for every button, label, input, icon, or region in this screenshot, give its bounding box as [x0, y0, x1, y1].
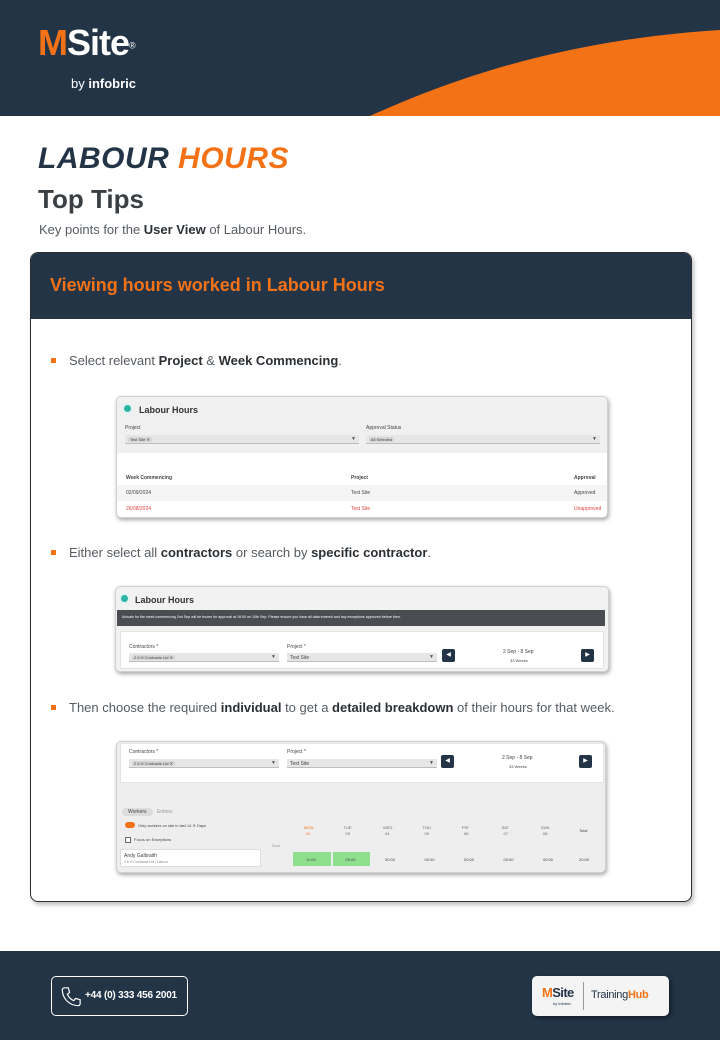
project-label: Project	[125, 425, 141, 431]
chevron-down-icon: ▼	[351, 436, 356, 442]
day-label-wed: WED	[383, 825, 393, 830]
bullet-contractors: Either select all contractors or search by specific contractor.	[69, 545, 432, 560]
tab-workers[interactable]: Workers	[122, 808, 153, 816]
next-week-button[interactable]: ▶	[579, 755, 592, 768]
week-range: 2 Sep - 8 Sep	[503, 649, 534, 655]
prev-week-button[interactable]: ◀	[442, 649, 455, 662]
project-select[interactable]: Test Site ▼	[287, 759, 437, 768]
phone-icon	[60, 986, 82, 1008]
prev-week-button[interactable]: ◀	[441, 755, 454, 768]
col-week: Week Commencing	[126, 475, 173, 481]
day-date-thu: 05	[424, 831, 429, 836]
hours-cell-tue[interactable]: 09:00	[333, 852, 371, 866]
hours-cell-fri[interactable]: 00:00	[464, 857, 475, 862]
workers-toggle[interactable]	[125, 822, 135, 828]
day-label-sat: SAT	[501, 825, 509, 830]
worker-company: 2 6 H Contracts Ltd | Labour	[124, 860, 168, 864]
day-label-sun: SUN	[541, 825, 550, 830]
page-subtitle: Top Tips	[38, 184, 144, 214]
page-title: LABOUR HOURS	[38, 142, 290, 175]
chevron-down-icon: ▼	[271, 654, 276, 660]
screenshot-worker-breakdown	[116, 741, 606, 873]
phone-contact[interactable]: +44 (0) 333 456 2001	[51, 976, 188, 1016]
day-label-fri: FRI	[462, 825, 469, 830]
bullet-individual: Then choose the required individual to get a detailed breakdown of their hours for that week.	[69, 700, 615, 715]
shot-title: Labour Hours	[139, 405, 199, 415]
table-row[interactable]: 02/09/2024 Test Site Approved	[117, 485, 607, 501]
project-label: Project *	[287, 644, 306, 650]
day-date-mon: 02	[306, 831, 311, 836]
col-approval: Approval	[574, 475, 596, 481]
bullet-project-week: Select relevant Project & Week Commencing.	[69, 353, 342, 368]
project-label: Project *	[287, 749, 306, 755]
next-week-button[interactable]: ▶	[581, 649, 594, 662]
approval-label: Approval Status	[366, 425, 402, 431]
project-select[interactable]: Test Site ✕ ▼	[125, 435, 359, 444]
page-header	[0, 0, 720, 116]
contractors-label: Contractors *	[129, 644, 159, 650]
hours-cell-sun[interactable]: 00:00	[543, 857, 554, 862]
approval-select[interactable]: All Selected ▼	[366, 435, 600, 444]
intro-text: Key points for the User View of Labour Hours.	[39, 222, 307, 237]
day-date-wed: 04	[385, 831, 390, 836]
column-side-label: Done	[272, 844, 281, 848]
focus-exceptions-checkbox[interactable]	[125, 837, 131, 843]
day-date-sat: 07	[503, 831, 508, 836]
tips-card	[30, 252, 692, 902]
day-date-fri: 06	[464, 831, 469, 836]
hours-cell-thu[interactable]: 00:00	[424, 857, 435, 862]
contractors-select[interactable]: 2 6 H Contracts Ltd ✕ ▼	[129, 653, 279, 662]
chevron-down-icon: ▼	[429, 760, 434, 766]
chevron-down-icon: ▼	[429, 654, 434, 660]
labour-hours-icon	[119, 593, 130, 604]
msite-logo: MSite® by infobric	[38, 22, 137, 91]
chevron-down-icon: ▼	[271, 760, 276, 766]
hours-cell-mon[interactable]: 11:00	[293, 852, 331, 866]
day-label-thu: THU	[422, 825, 431, 830]
total-value: 20:00	[579, 857, 590, 862]
contractors-select[interactable]: 2 6 H Contracts Ltd ✕ ▼	[129, 759, 279, 768]
card-header	[31, 253, 691, 319]
project-select[interactable]: Test Site ▼	[287, 653, 437, 662]
screenshot-contractor-filter	[115, 586, 609, 672]
focus-exceptions-label: Focus on Exceptions	[134, 837, 172, 842]
total-label: Total	[579, 828, 588, 833]
hours-cell-wed[interactable]: 00:00	[385, 857, 396, 862]
shot-title: Labour Hours	[135, 595, 195, 605]
training-hub-logo: MSite by infobric TrainingHub	[532, 976, 669, 1016]
card-heading: Viewing hours worked in Labour Hours	[50, 275, 385, 295]
col-project: Project	[351, 475, 368, 481]
day-date-sun: 08	[543, 831, 548, 836]
tab-entries[interactable]: Entries	[157, 809, 173, 815]
screenshot-labour-hours-list	[116, 396, 608, 518]
day-label-mon: MON	[304, 825, 314, 830]
day-label-tue: TUE	[343, 825, 352, 830]
week-count: 33 Weeks	[509, 764, 527, 769]
day-date-tue: 03	[345, 831, 350, 836]
week-count: 33 Weeks	[510, 658, 528, 663]
table-row[interactable]: 26/08/2024 Test Site Unapproved	[126, 506, 602, 512]
week-range: 2 Sep - 8 Sep	[502, 755, 533, 761]
toggle-label: Only workers on site in last 14 ✕ Days	[138, 823, 207, 828]
hours-cell-sat[interactable]: 00:00	[503, 857, 514, 862]
page-footer	[0, 951, 720, 1040]
labour-hours-icon	[122, 403, 133, 414]
worker-card[interactable]	[120, 849, 261, 867]
contractors-label: Contractors *	[129, 749, 159, 755]
freeze-banner: Actuals for the week commencing 2nd Sep will be frozen for approval at 16:00 on 10th Sep. Please ensure you have all data entered and any exceptions approved before then.	[117, 610, 605, 626]
chevron-down-icon: ▼	[592, 436, 597, 442]
worker-name: Andy Galbraith	[124, 853, 158, 859]
